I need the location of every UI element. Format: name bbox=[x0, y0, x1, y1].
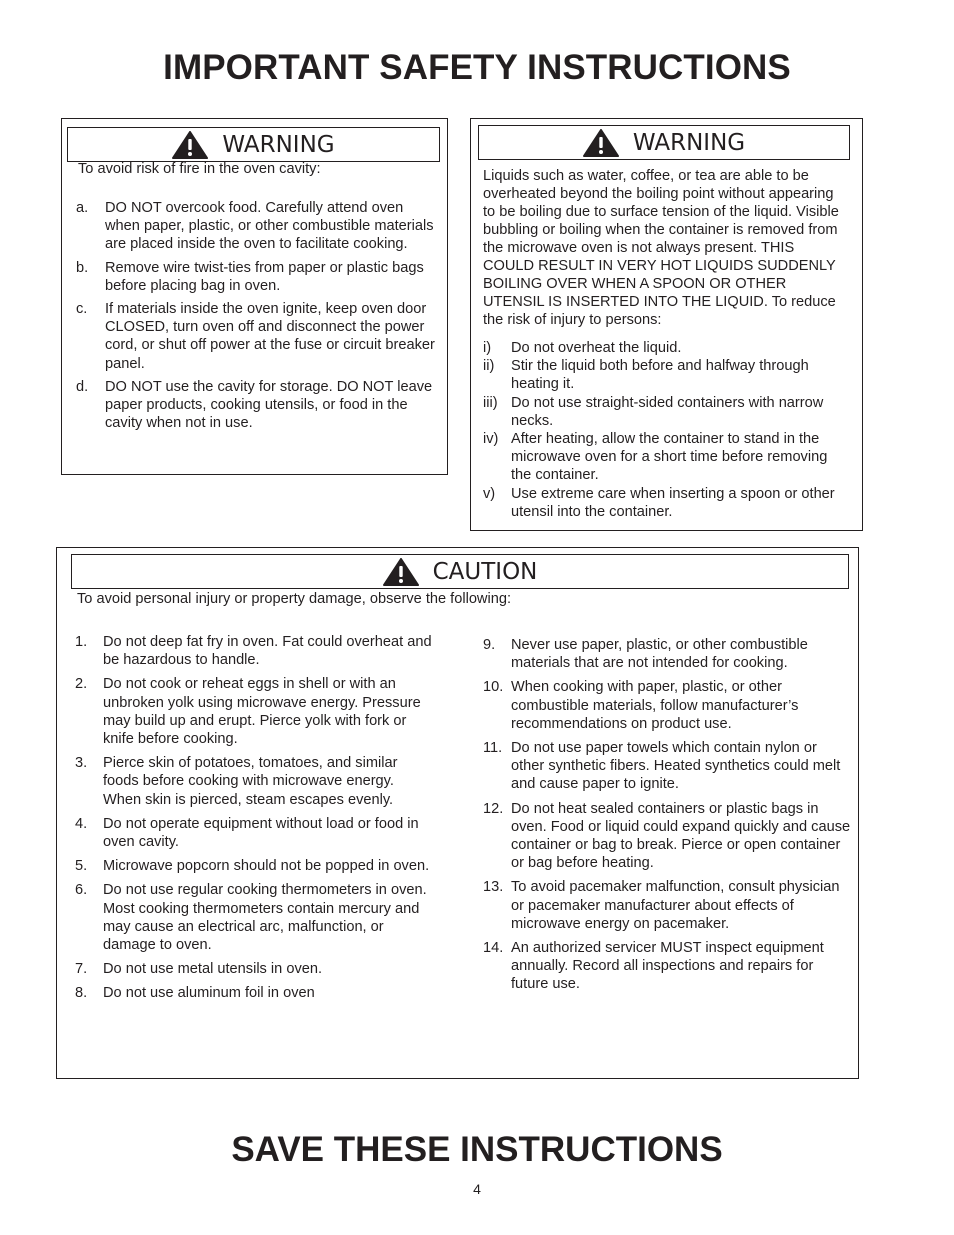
list-marker: i) bbox=[483, 340, 492, 356]
list-item-text: Do not cook or reheat eggs in shell or with an unbroken yolk using microwave energy. Pressure may build up and erupt. Pierce yolk with fork or knife before cooking. bbox=[103, 676, 421, 748]
list-item bbox=[75, 857, 435, 875]
list-item-text: Do not deep fat fry in oven. Fat could overheat and be hazardous to handle. bbox=[103, 634, 432, 669]
warning-liquids-list bbox=[483, 339, 851, 521]
list-item-text: Do not use paper towels which contain nylon or other synthetic fibers. Heated synthetics could melt and cause paper to ignite. bbox=[511, 740, 841, 793]
list-item bbox=[76, 199, 438, 254]
list-marker: 9. bbox=[483, 637, 496, 653]
list-item bbox=[75, 960, 435, 978]
list-item bbox=[483, 878, 851, 933]
page-title: IMPORTANT SAFETY INSTRUCTIONS bbox=[163, 48, 791, 87]
list-item-text: When cooking with paper, plastic, or other combustible materials, follow manufacturer’s recommendations on product use. bbox=[511, 679, 799, 732]
warning-fire-list bbox=[76, 199, 438, 437]
list-item-text: Never use paper, plastic, or other combustible materials that are not intended for cooking. bbox=[511, 637, 808, 672]
list-item bbox=[483, 739, 851, 794]
list-item-text: Do not use aluminum foil in oven bbox=[103, 985, 315, 1002]
list-marker: d. bbox=[76, 378, 89, 395]
list-marker: ii) bbox=[483, 358, 495, 375]
caution-list-left bbox=[75, 633, 435, 1009]
list-item bbox=[75, 881, 435, 954]
list-marker: 13. bbox=[483, 879, 504, 896]
list-item-text: Do not use metal utensils in oven. bbox=[103, 961, 323, 978]
list-item-text: Do not heat sealed containers or plastic bags in oven. Food or liquid could expand quickly and cause container or bag to break. Pierce or open container or bag before heating. bbox=[511, 800, 851, 872]
list-item bbox=[76, 300, 438, 373]
list-item-text: Do not use straight-sided containers with narrow necks. bbox=[511, 394, 824, 429]
list-item-text: To avoid pacemaker malfunction, consult physician or pacemaker manufacturer about effects of microwave energy on pacemaker. bbox=[511, 879, 840, 932]
list-item-text: DO NOT overcook food. Carefully attend oven when paper, plastic, or other combustible materials are placed inside the oven to facilitate cooking. bbox=[105, 200, 434, 253]
list-item bbox=[483, 339, 851, 357]
list-item-text: An authorized servicer MUST inspect equipment annually. Record all inspections and repairs for future use. bbox=[511, 940, 824, 993]
list-item bbox=[75, 675, 435, 748]
list-item-text: After heating, allow the container to stand in the microwave oven for a short time before removing the container. bbox=[511, 431, 828, 484]
warning-triangle-icon bbox=[583, 129, 619, 157]
list-item bbox=[75, 633, 435, 669]
warning-label: WARNING bbox=[222, 131, 335, 158]
list-item bbox=[75, 815, 435, 851]
list-marker: 5. bbox=[75, 858, 88, 875]
warning-liquids-header bbox=[478, 125, 850, 160]
list-item bbox=[483, 357, 851, 393]
list-item-text: DO NOT use the cavity for storage. DO NOT leave paper products, cooking utensils, or food in the cavity when not in use. bbox=[105, 378, 433, 432]
warning-fire-intro: To avoid risk of fire in the oven cavity: bbox=[78, 161, 321, 177]
warning-fire-header bbox=[67, 127, 440, 162]
list-item-text: Stir the liquid both before and halfway through heating it. bbox=[511, 358, 809, 393]
list-item-text: Pierce skin of potatoes, tomatoes, and similar foods before cooking with microwave energy. When skin is pierced, steam escapes evenly. bbox=[103, 755, 398, 808]
list-item-text: Do not overheat the liquid. bbox=[511, 340, 682, 356]
list-item bbox=[75, 984, 435, 1002]
list-marker: v) bbox=[483, 485, 496, 502]
list-marker: iii) bbox=[483, 394, 498, 411]
caution-header bbox=[71, 554, 849, 589]
caution-label: CAUTION bbox=[432, 558, 538, 585]
warning-liquids-intro: Liquids such as water, coffee, or tea are able to be overheated beyond the boiling point without appearing to be boiling due to surface tension of the liquid. Visible bubbling or boiling when the container is removed from the microwave oven is not always present. THIS COULD RESULT IN VERY HOT LIQUIDS SUDDENLY BOILING OVER WHEN A SPOON OR OTHER UTENSIL IS INSERTED INTO THE LIQUID. To reduce the risk of injury to persons: bbox=[483, 168, 839, 328]
warning-triangle-icon bbox=[383, 558, 419, 586]
list-item-text: If materials inside the oven ignite, keep oven door CLOSED, turn oven off and disconnect the power cord, or shut off power at the fuse or circuit breaker panel. bbox=[105, 301, 435, 372]
list-item bbox=[76, 378, 438, 433]
list-marker: c. bbox=[76, 301, 88, 318]
warning-label: WARNING bbox=[632, 129, 746, 156]
list-item bbox=[75, 754, 435, 809]
list-marker: 11. bbox=[483, 740, 503, 757]
caution-intro: To avoid personal injury or property damage, observe the following: bbox=[77, 591, 511, 607]
list-marker: a. bbox=[76, 200, 89, 216]
list-item-text: Do not operate equipment without load or food in oven cavity. bbox=[103, 815, 419, 851]
list-marker: 2. bbox=[75, 676, 88, 693]
list-item bbox=[483, 939, 851, 994]
list-item-text: Do not use regular cooking thermometers in oven. Most cooking thermometers contain mercury and may cause an electrical arc, malfunction, or damage to oven. bbox=[103, 882, 427, 954]
list-marker: b. bbox=[76, 259, 89, 276]
list-item bbox=[483, 678, 851, 733]
list-marker: 8. bbox=[75, 985, 88, 1002]
list-marker: 12. bbox=[483, 800, 504, 817]
list-marker: 10. bbox=[483, 679, 504, 696]
list-item-text: Remove wire twist-ties from paper or plastic bags before placing bag in oven. bbox=[105, 259, 424, 294]
list-item bbox=[483, 800, 851, 873]
list-item bbox=[76, 259, 438, 295]
list-item-text: Microwave popcorn should not be popped in oven. bbox=[103, 858, 430, 875]
list-marker: iv) bbox=[483, 431, 499, 448]
list-item bbox=[483, 636, 851, 672]
list-marker: 6. bbox=[75, 882, 88, 899]
list-marker: 4. bbox=[75, 815, 88, 832]
list-item bbox=[483, 485, 851, 521]
save-instructions-title: SAVE THESE INSTRUCTIONS bbox=[231, 1130, 723, 1169]
list-marker: 14. bbox=[483, 940, 504, 957]
page-number: 4 bbox=[473, 1181, 481, 1197]
list-item-text: Use extreme care when inserting a spoon or other utensil into the container. bbox=[511, 485, 835, 520]
list-marker: 3. bbox=[75, 755, 88, 772]
list-marker: 1. bbox=[75, 634, 88, 650]
list-marker: 7. bbox=[75, 961, 88, 978]
caution-list-right bbox=[483, 636, 851, 1000]
list-item bbox=[483, 430, 851, 485]
list-item bbox=[483, 394, 851, 430]
warning-triangle-icon bbox=[172, 131, 208, 159]
